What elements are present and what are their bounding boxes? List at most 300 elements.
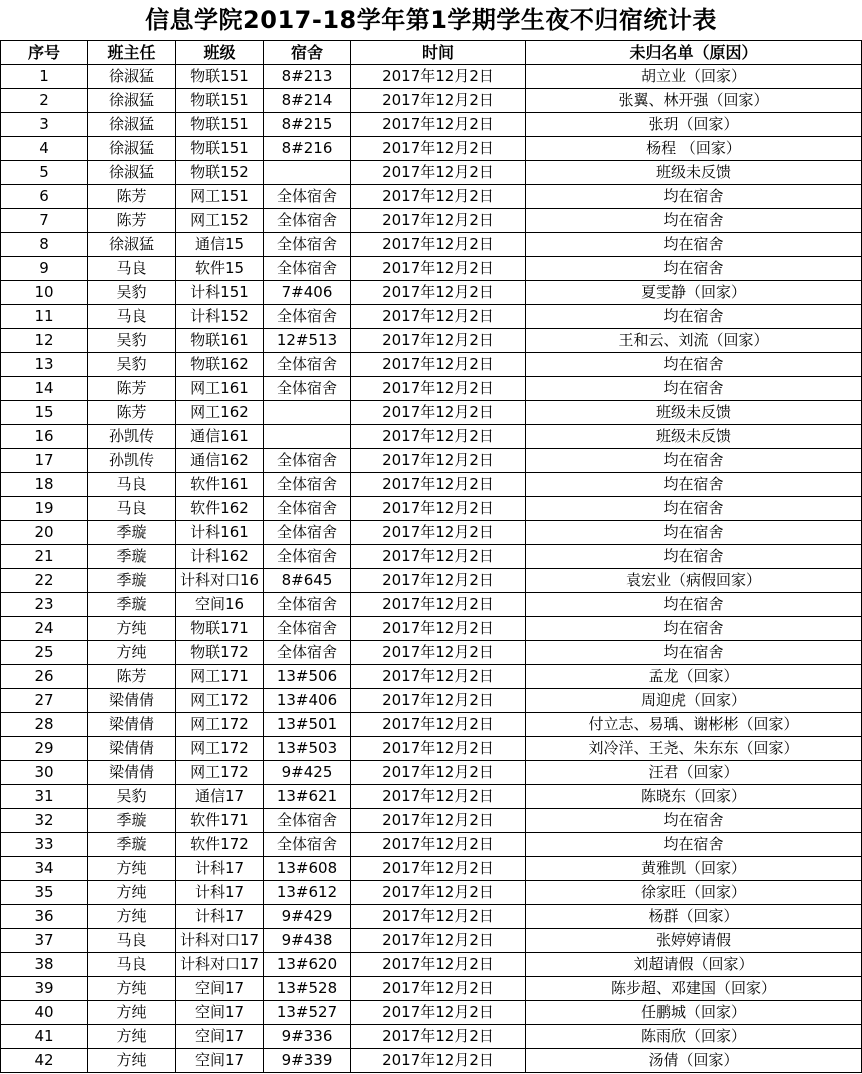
cell-index: 24 bbox=[1, 617, 88, 641]
table-row bbox=[1, 209, 862, 233]
cell-dorm: 13#406 bbox=[264, 689, 351, 713]
cell-date: 2017年12月2日 bbox=[351, 185, 526, 209]
cell-teacher: 徐淑猛 bbox=[88, 89, 176, 113]
cell-class: 物联161 bbox=[176, 329, 264, 353]
cell-class: 软件161 bbox=[176, 473, 264, 497]
cell-teacher: 马良 bbox=[88, 305, 176, 329]
cell-date: 2017年12月2日 bbox=[351, 545, 526, 569]
cell-date: 2017年12月2日 bbox=[351, 497, 526, 521]
cell-dorm: 全体宿舍 bbox=[264, 545, 351, 569]
cell-class: 计科对口17 bbox=[176, 929, 264, 953]
cell-date: 2017年12月2日 bbox=[351, 617, 526, 641]
cell-date: 2017年12月2日 bbox=[351, 401, 526, 425]
cell-teacher: 季璇 bbox=[88, 545, 176, 569]
cell-absentees: 黄雅凯（回家） bbox=[526, 857, 862, 881]
cell-absentees: 班级未反馈 bbox=[526, 425, 862, 449]
cell-dorm bbox=[264, 161, 351, 185]
cell-absentees: 陈步超、邓建国（回家） bbox=[526, 977, 862, 1001]
cell-absentees: 杨群（回家） bbox=[526, 905, 862, 929]
cell-date: 2017年12月2日 bbox=[351, 737, 526, 761]
cell-date: 2017年12月2日 bbox=[351, 593, 526, 617]
cell-teacher: 方纯 bbox=[88, 1001, 176, 1025]
table-row bbox=[1, 665, 862, 689]
cell-teacher: 方纯 bbox=[88, 977, 176, 1001]
cell-class: 软件15 bbox=[176, 257, 264, 281]
cell-class: 空间16 bbox=[176, 593, 264, 617]
cell-class: 物联151 bbox=[176, 65, 264, 89]
column-header-dorm: 宿舍 bbox=[264, 41, 351, 65]
cell-date: 2017年12月2日 bbox=[351, 1025, 526, 1049]
cell-date: 2017年12月2日 bbox=[351, 809, 526, 833]
table-row bbox=[1, 329, 862, 353]
cell-class: 网工162 bbox=[176, 401, 264, 425]
cell-absentees: 孟龙（回家） bbox=[526, 665, 862, 689]
cell-teacher: 马良 bbox=[88, 953, 176, 977]
cell-absentees: 均在宿舍 bbox=[526, 617, 862, 641]
table-row bbox=[1, 761, 862, 785]
cell-index: 27 bbox=[1, 689, 88, 713]
cell-teacher: 徐淑猛 bbox=[88, 161, 176, 185]
cell-absentees: 均在宿舍 bbox=[526, 593, 862, 617]
cell-dorm: 9#425 bbox=[264, 761, 351, 785]
cell-class: 网工151 bbox=[176, 185, 264, 209]
cell-teacher: 方纯 bbox=[88, 905, 176, 929]
cell-teacher: 吴豹 bbox=[88, 353, 176, 377]
cell-date: 2017年12月2日 bbox=[351, 833, 526, 857]
cell-dorm: 13#621 bbox=[264, 785, 351, 809]
cell-class: 空间17 bbox=[176, 1001, 264, 1025]
table-row bbox=[1, 905, 862, 929]
cell-index: 21 bbox=[1, 545, 88, 569]
column-header-class: 班级 bbox=[176, 41, 264, 65]
cell-date: 2017年12月2日 bbox=[351, 689, 526, 713]
cell-teacher: 梁倩倩 bbox=[88, 713, 176, 737]
cell-class: 软件172 bbox=[176, 833, 264, 857]
cell-index: 39 bbox=[1, 977, 88, 1001]
cell-teacher: 陈芳 bbox=[88, 401, 176, 425]
cell-index: 19 bbox=[1, 497, 88, 521]
cell-date: 2017年12月2日 bbox=[351, 929, 526, 953]
cell-absentees: 张婷婷请假 bbox=[526, 929, 862, 953]
table-row bbox=[1, 161, 862, 185]
cell-dorm: 全体宿舍 bbox=[264, 209, 351, 233]
cell-class: 计科对口16 bbox=[176, 569, 264, 593]
cell-teacher: 徐淑猛 bbox=[88, 137, 176, 161]
cell-dorm: 9#336 bbox=[264, 1025, 351, 1049]
cell-dorm: 全体宿舍 bbox=[264, 641, 351, 665]
cell-index: 3 bbox=[1, 113, 88, 137]
cell-dorm: 13#528 bbox=[264, 977, 351, 1001]
cell-absentees: 均在宿舍 bbox=[526, 473, 862, 497]
cell-dorm: 全体宿舍 bbox=[264, 617, 351, 641]
cell-absentees: 陈晓东（回家） bbox=[526, 785, 862, 809]
cell-index: 13 bbox=[1, 353, 88, 377]
cell-absentees: 均在宿舍 bbox=[526, 377, 862, 401]
cell-date: 2017年12月2日 bbox=[351, 281, 526, 305]
cell-absentees: 均在宿舍 bbox=[526, 809, 862, 833]
cell-class: 计科17 bbox=[176, 905, 264, 929]
cell-index: 17 bbox=[1, 449, 88, 473]
cell-index: 18 bbox=[1, 473, 88, 497]
cell-class: 物联162 bbox=[176, 353, 264, 377]
cell-class: 网工172 bbox=[176, 761, 264, 785]
table-row bbox=[1, 137, 862, 161]
table-row bbox=[1, 401, 862, 425]
cell-teacher: 方纯 bbox=[88, 1049, 176, 1073]
cell-index: 31 bbox=[1, 785, 88, 809]
cell-class: 通信15 bbox=[176, 233, 264, 257]
cell-teacher: 方纯 bbox=[88, 641, 176, 665]
cell-teacher: 马良 bbox=[88, 473, 176, 497]
table-row bbox=[1, 929, 862, 953]
table-row bbox=[1, 425, 862, 449]
cell-absentees: 均在宿舍 bbox=[526, 185, 862, 209]
cell-teacher: 梁倩倩 bbox=[88, 737, 176, 761]
cell-teacher: 季璇 bbox=[88, 521, 176, 545]
cell-dorm bbox=[264, 425, 351, 449]
cell-date: 2017年12月2日 bbox=[351, 377, 526, 401]
cell-absentees: 均在宿舍 bbox=[526, 257, 862, 281]
cell-date: 2017年12月2日 bbox=[351, 161, 526, 185]
table-row bbox=[1, 737, 862, 761]
cell-dorm bbox=[264, 401, 351, 425]
cell-date: 2017年12月2日 bbox=[351, 953, 526, 977]
cell-teacher: 梁倩倩 bbox=[88, 761, 176, 785]
cell-dorm: 12#513 bbox=[264, 329, 351, 353]
cell-dorm: 13#527 bbox=[264, 1001, 351, 1025]
cell-date: 2017年12月2日 bbox=[351, 257, 526, 281]
cell-absentees: 均在宿舍 bbox=[526, 545, 862, 569]
column-header-teacher: 班主任 bbox=[88, 41, 176, 65]
cell-date: 2017年12月2日 bbox=[351, 857, 526, 881]
cell-absentees: 袁宏业（病假回家） bbox=[526, 569, 862, 593]
cell-index: 23 bbox=[1, 593, 88, 617]
table-row bbox=[1, 881, 862, 905]
cell-dorm: 全体宿舍 bbox=[264, 833, 351, 857]
table-row bbox=[1, 473, 862, 497]
cell-absentees: 均在宿舍 bbox=[526, 353, 862, 377]
cell-absentees: 均在宿舍 bbox=[526, 497, 862, 521]
cell-absentees: 张翼、林开强（回家） bbox=[526, 89, 862, 113]
cell-dorm: 9#429 bbox=[264, 905, 351, 929]
cell-absentees: 刘冷洋、王尧、朱东东（回家） bbox=[526, 737, 862, 761]
cell-class: 网工152 bbox=[176, 209, 264, 233]
table-row bbox=[1, 857, 862, 881]
cell-dorm: 全体宿舍 bbox=[264, 473, 351, 497]
cell-class: 空间17 bbox=[176, 977, 264, 1001]
cell-teacher: 马良 bbox=[88, 929, 176, 953]
cell-date: 2017年12月2日 bbox=[351, 1001, 526, 1025]
cell-index: 30 bbox=[1, 761, 88, 785]
cell-class: 软件171 bbox=[176, 809, 264, 833]
cell-date: 2017年12月2日 bbox=[351, 65, 526, 89]
cell-dorm: 8#214 bbox=[264, 89, 351, 113]
cell-index: 33 bbox=[1, 833, 88, 857]
cell-absentees: 均在宿舍 bbox=[526, 233, 862, 257]
table-row bbox=[1, 641, 862, 665]
table-row bbox=[1, 257, 862, 281]
cell-index: 36 bbox=[1, 905, 88, 929]
cell-date: 2017年12月2日 bbox=[351, 449, 526, 473]
cell-index: 2 bbox=[1, 89, 88, 113]
cell-date: 2017年12月2日 bbox=[351, 113, 526, 137]
cell-class: 网工172 bbox=[176, 713, 264, 737]
cell-dorm: 13#608 bbox=[264, 857, 351, 881]
table-row bbox=[1, 185, 862, 209]
cell-dorm: 13#501 bbox=[264, 713, 351, 737]
cell-dorm: 9#339 bbox=[264, 1049, 351, 1073]
cell-index: 1 bbox=[1, 65, 88, 89]
cell-index: 16 bbox=[1, 425, 88, 449]
cell-teacher: 孙凯传 bbox=[88, 449, 176, 473]
cell-dorm: 13#620 bbox=[264, 953, 351, 977]
cell-index: 14 bbox=[1, 377, 88, 401]
cell-date: 2017年12月2日 bbox=[351, 665, 526, 689]
cell-dorm: 7#406 bbox=[264, 281, 351, 305]
cell-teacher: 季璇 bbox=[88, 593, 176, 617]
table-row bbox=[1, 65, 862, 89]
cell-absentees: 汤倩（回家） bbox=[526, 1049, 862, 1073]
cell-date: 2017年12月2日 bbox=[351, 137, 526, 161]
cell-date: 2017年12月2日 bbox=[351, 641, 526, 665]
cell-absentees: 均在宿舍 bbox=[526, 833, 862, 857]
table-row bbox=[1, 785, 862, 809]
cell-teacher: 吴豹 bbox=[88, 329, 176, 353]
cell-dorm: 全体宿舍 bbox=[264, 377, 351, 401]
cell-teacher: 徐淑猛 bbox=[88, 113, 176, 137]
cell-date: 2017年12月2日 bbox=[351, 233, 526, 257]
cell-dorm: 全体宿舍 bbox=[264, 185, 351, 209]
cell-class: 物联152 bbox=[176, 161, 264, 185]
table-row bbox=[1, 545, 862, 569]
cell-class: 空间17 bbox=[176, 1025, 264, 1049]
cell-index: 7 bbox=[1, 209, 88, 233]
table-row bbox=[1, 1025, 862, 1049]
cell-absentees: 王和云、刘流（回家） bbox=[526, 329, 862, 353]
column-header-date: 时间 bbox=[351, 41, 526, 65]
cell-class: 网工161 bbox=[176, 377, 264, 401]
header-row bbox=[1, 41, 862, 65]
table-row bbox=[1, 977, 862, 1001]
cell-teacher: 孙凯传 bbox=[88, 425, 176, 449]
cell-dorm: 13#503 bbox=[264, 737, 351, 761]
cell-dorm: 13#612 bbox=[264, 881, 351, 905]
table-row bbox=[1, 617, 862, 641]
cell-date: 2017年12月2日 bbox=[351, 89, 526, 113]
cell-index: 34 bbox=[1, 857, 88, 881]
cell-index: 32 bbox=[1, 809, 88, 833]
cell-index: 22 bbox=[1, 569, 88, 593]
cell-date: 2017年12月2日 bbox=[351, 881, 526, 905]
cell-index: 25 bbox=[1, 641, 88, 665]
cell-class: 通信17 bbox=[176, 785, 264, 809]
cell-absentees: 均在宿舍 bbox=[526, 449, 862, 473]
cell-absentees: 付立志、易瑀、谢彬彬（回家） bbox=[526, 713, 862, 737]
cell-class: 软件162 bbox=[176, 497, 264, 521]
table-row bbox=[1, 89, 862, 113]
cell-class: 计科17 bbox=[176, 881, 264, 905]
table-row bbox=[1, 305, 862, 329]
table-row bbox=[1, 353, 862, 377]
cell-absentees: 班级未反馈 bbox=[526, 161, 862, 185]
table-row bbox=[1, 113, 862, 137]
cell-dorm: 8#645 bbox=[264, 569, 351, 593]
cell-date: 2017年12月2日 bbox=[351, 305, 526, 329]
cell-date: 2017年12月2日 bbox=[351, 569, 526, 593]
cell-teacher: 陈芳 bbox=[88, 185, 176, 209]
cell-index: 10 bbox=[1, 281, 88, 305]
cell-dorm: 全体宿舍 bbox=[264, 497, 351, 521]
table-row bbox=[1, 953, 862, 977]
cell-index: 37 bbox=[1, 929, 88, 953]
cell-teacher: 方纯 bbox=[88, 881, 176, 905]
cell-date: 2017年12月2日 bbox=[351, 761, 526, 785]
table-row bbox=[1, 833, 862, 857]
cell-class: 计科161 bbox=[176, 521, 264, 545]
cell-index: 28 bbox=[1, 713, 88, 737]
cell-class: 计科151 bbox=[176, 281, 264, 305]
cell-date: 2017年12月2日 bbox=[351, 785, 526, 809]
cell-dorm: 全体宿舍 bbox=[264, 449, 351, 473]
cell-absentees: 均在宿舍 bbox=[526, 305, 862, 329]
cell-absentees: 张玥（回家） bbox=[526, 113, 862, 137]
cell-absentees: 胡立业（回家） bbox=[526, 65, 862, 89]
cell-absentees: 任鹏城（回家） bbox=[526, 1001, 862, 1025]
cell-dorm: 全体宿舍 bbox=[264, 305, 351, 329]
cell-teacher: 徐淑猛 bbox=[88, 233, 176, 257]
cell-date: 2017年12月2日 bbox=[351, 353, 526, 377]
cell-absentees: 刘超请假（回家） bbox=[526, 953, 862, 977]
cell-index: 29 bbox=[1, 737, 88, 761]
cell-class: 通信161 bbox=[176, 425, 264, 449]
cell-date: 2017年12月2日 bbox=[351, 425, 526, 449]
table-row bbox=[1, 689, 862, 713]
cell-class: 计科162 bbox=[176, 545, 264, 569]
cell-dorm: 全体宿舍 bbox=[264, 521, 351, 545]
cell-teacher: 季璇 bbox=[88, 833, 176, 857]
cell-date: 2017年12月2日 bbox=[351, 209, 526, 233]
cell-teacher: 徐淑猛 bbox=[88, 65, 176, 89]
cell-class: 空间17 bbox=[176, 1049, 264, 1073]
cell-absentees: 徐家旺（回家） bbox=[526, 881, 862, 905]
cell-dorm: 13#506 bbox=[264, 665, 351, 689]
column-header-index: 序号 bbox=[1, 41, 88, 65]
cell-class: 计科对口17 bbox=[176, 953, 264, 977]
cell-class: 物联151 bbox=[176, 137, 264, 161]
table-row bbox=[1, 377, 862, 401]
cell-index: 5 bbox=[1, 161, 88, 185]
cell-dorm: 全体宿舍 bbox=[264, 809, 351, 833]
table-row bbox=[1, 233, 862, 257]
page-title: 信息学院2017-18学年第1学期学生夜不归宿统计表 bbox=[145, 6, 717, 34]
cell-teacher: 马良 bbox=[88, 257, 176, 281]
table-row bbox=[1, 1001, 862, 1025]
cell-teacher: 方纯 bbox=[88, 617, 176, 641]
cell-class: 网工172 bbox=[176, 737, 264, 761]
table-row bbox=[1, 593, 862, 617]
cell-index: 40 bbox=[1, 1001, 88, 1025]
table-row bbox=[1, 713, 862, 737]
cell-index: 42 bbox=[1, 1049, 88, 1073]
cell-dorm: 全体宿舍 bbox=[264, 257, 351, 281]
table-row bbox=[1, 1049, 862, 1073]
cell-class: 计科152 bbox=[176, 305, 264, 329]
table-row bbox=[1, 449, 862, 473]
cell-index: 26 bbox=[1, 665, 88, 689]
cell-date: 2017年12月2日 bbox=[351, 977, 526, 1001]
cell-teacher: 方纯 bbox=[88, 1025, 176, 1049]
cell-absentees: 均在宿舍 bbox=[526, 641, 862, 665]
cell-absentees: 汪君（回家） bbox=[526, 761, 862, 785]
cell-class: 物联172 bbox=[176, 641, 264, 665]
table-body bbox=[1, 65, 862, 1073]
cell-class: 通信162 bbox=[176, 449, 264, 473]
data-table bbox=[0, 40, 862, 1073]
table-row bbox=[1, 521, 862, 545]
cell-class: 物联171 bbox=[176, 617, 264, 641]
cell-index: 12 bbox=[1, 329, 88, 353]
cell-dorm: 8#215 bbox=[264, 113, 351, 137]
cell-teacher: 吴豹 bbox=[88, 785, 176, 809]
cell-teacher: 马良 bbox=[88, 497, 176, 521]
cell-class: 网工171 bbox=[176, 665, 264, 689]
cell-dorm: 全体宿舍 bbox=[264, 353, 351, 377]
cell-teacher: 方纯 bbox=[88, 857, 176, 881]
cell-index: 6 bbox=[1, 185, 88, 209]
cell-teacher: 吴豹 bbox=[88, 281, 176, 305]
cell-index: 15 bbox=[1, 401, 88, 425]
table-row bbox=[1, 497, 862, 521]
cell-index: 41 bbox=[1, 1025, 88, 1049]
cell-class: 计科17 bbox=[176, 857, 264, 881]
cell-absentees: 夏雯静（回家） bbox=[526, 281, 862, 305]
cell-teacher: 季璇 bbox=[88, 809, 176, 833]
cell-index: 9 bbox=[1, 257, 88, 281]
cell-class: 物联151 bbox=[176, 113, 264, 137]
cell-date: 2017年12月2日 bbox=[351, 713, 526, 737]
cell-date: 2017年12月2日 bbox=[351, 521, 526, 545]
cell-index: 8 bbox=[1, 233, 88, 257]
cell-teacher: 季璇 bbox=[88, 569, 176, 593]
column-header-absentees: 未归名单（原因） bbox=[526, 41, 862, 65]
cell-class: 物联151 bbox=[176, 89, 264, 113]
cell-dorm: 全体宿舍 bbox=[264, 593, 351, 617]
cell-dorm: 全体宿舍 bbox=[264, 233, 351, 257]
cell-index: 4 bbox=[1, 137, 88, 161]
cell-teacher: 梁倩倩 bbox=[88, 689, 176, 713]
cell-teacher: 陈芳 bbox=[88, 377, 176, 401]
cell-dorm: 8#213 bbox=[264, 65, 351, 89]
cell-dorm: 9#438 bbox=[264, 929, 351, 953]
cell-absentees: 班级未反馈 bbox=[526, 401, 862, 425]
cell-date: 2017年12月2日 bbox=[351, 1049, 526, 1073]
cell-absentees: 杨程 （回家） bbox=[526, 137, 862, 161]
table-row bbox=[1, 569, 862, 593]
cell-index: 11 bbox=[1, 305, 88, 329]
cell-absentees: 均在宿舍 bbox=[526, 521, 862, 545]
cell-index: 20 bbox=[1, 521, 88, 545]
table-row bbox=[1, 281, 862, 305]
cell-absentees: 周迎虎（回家） bbox=[526, 689, 862, 713]
cell-class: 网工172 bbox=[176, 689, 264, 713]
cell-absentees: 均在宿舍 bbox=[526, 209, 862, 233]
cell-absentees: 陈雨欣（回家） bbox=[526, 1025, 862, 1049]
cell-date: 2017年12月2日 bbox=[351, 905, 526, 929]
cell-teacher: 陈芳 bbox=[88, 209, 176, 233]
cell-date: 2017年12月2日 bbox=[351, 473, 526, 497]
table-row bbox=[1, 809, 862, 833]
cell-index: 35 bbox=[1, 881, 88, 905]
